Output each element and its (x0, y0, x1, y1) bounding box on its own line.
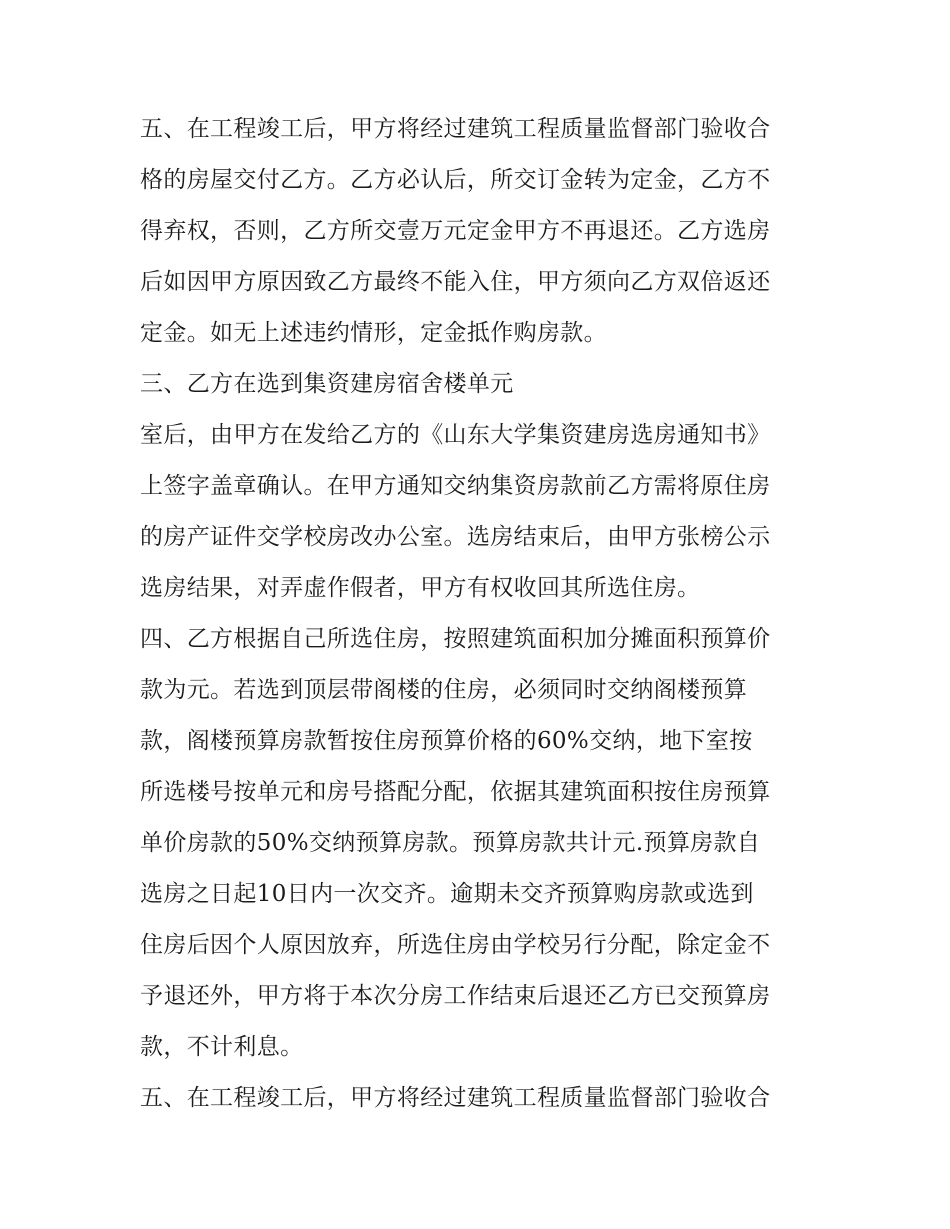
text-line: 选房结果，对弄虚作假者，甲方有权收回其所选住房。 (140, 575, 701, 601)
text-line: 款为元。若选到顶层带阁楼的住房，必须同时交纳阁楼预算 (140, 677, 748, 703)
text-line: 格的房屋交付乙方。乙方必认后，所交订金转为定金，乙方不 (140, 167, 771, 193)
text-line: 后如因甲方原因致乙方最终不能入住，甲方须向乙方双倍返还 (140, 269, 771, 295)
text-line: 款，不计利息。 (140, 1034, 304, 1060)
text-line: 上签字盖章确认。在甲方通知交纳集资房款前乙方需将原住房 (140, 473, 771, 499)
text-line: 四、乙方根据自己所选住房，按照建筑面积加分摊面积预算价 (140, 626, 771, 652)
text-line: 五、在工程竣工后，甲方将经过建筑工程质量监督部门验收合 (140, 1085, 771, 1111)
text-line: 单价房款的50%交纳预算房款。预算房款共计元.预算房款自 (140, 830, 761, 856)
text-line: 住房后因个人原因放弃，所选住房由学校另行分配，除定金不 (140, 932, 771, 958)
text-line: 的房产证件交学校房改办公室。选房结束后，由甲方张榜公示 (140, 524, 771, 550)
text-line: 选房之日起10日内一次交齐。逾期未交齐预算购房款或选到 (140, 881, 754, 907)
text-line: 五、在工程竣工后，甲方将经过建筑工程质量监督部门验收合 (140, 116, 771, 142)
text-line: 得弃权，否则，乙方所交壹万元定金甲方不再退还。乙方选房 (140, 218, 771, 244)
document-body (140, 104, 816, 1124)
text-line: 室后，由甲方在发给乙方的《山东大学集资建房选房通知书》 (140, 422, 771, 448)
text-line: 定金。如无上述违约情形，定金抵作购房款。 (140, 320, 607, 346)
text-line: 三、乙方在选到集资建房宿舍楼单元 (140, 371, 514, 397)
text-line: 所选楼号按单元和房号搭配分配，依据其建筑面积按住房预算 (140, 779, 771, 805)
text-line: 款，阁楼预算房款暂按住房预算价格的60%交纳，地下室按 (140, 728, 753, 754)
text-line: 予退还外，甲方将于本次分房工作结束后退还乙方已交预算房 (140, 983, 771, 1009)
